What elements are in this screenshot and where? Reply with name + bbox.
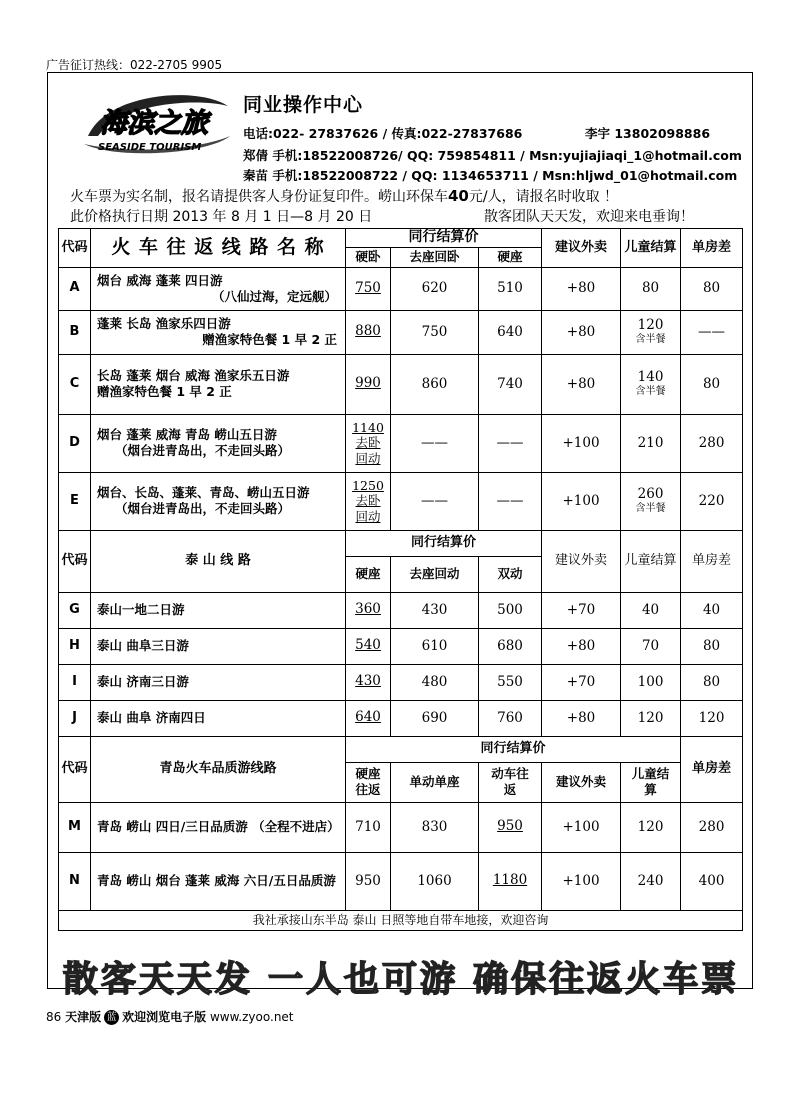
child-price: 70 [621, 628, 681, 664]
header-suggested-price: 建议外卖 [542, 762, 621, 802]
route-name: 泰山 曲阜三日游 [91, 628, 346, 664]
route-name [91, 310, 346, 354]
child-price-value: 260 [637, 486, 664, 503]
validity-period: 此价格执行日期 2013 年 8 月 1 日—8 月 20 日 [70, 209, 373, 225]
price-3-value: 950 [497, 818, 523, 835]
single-supplement: 40 [681, 592, 743, 628]
header-sub-3: 动车往返 [479, 762, 542, 802]
price-1: 710 [346, 802, 391, 852]
section3-header-row [59, 736, 743, 762]
ad-hotline: 广告征订热线：022-2705 9905 [46, 58, 223, 72]
route-note: 赠渔家特色餐 1 早 2 正 [202, 332, 337, 347]
contact-line-1: 郑倩 手机:18522008726/ QQ: 759854811 / Msn:yujiajiaqi_1@hotmail.com [243, 148, 742, 163]
price-3: —— [479, 414, 542, 472]
header-single-supplement: 单房差 [681, 229, 743, 268]
route-title: 烟台 蓬莱 威海 青岛 崂山五日游 [97, 427, 277, 443]
section1-header-row [59, 229, 743, 248]
header-route-name: 火 车 往 返 线 路 名 称 [91, 229, 346, 268]
header-suggested-price: 建议外卖 [542, 530, 621, 592]
route-title: 蓬莱 长岛 渔家乐四日游 [97, 316, 231, 332]
seaside-tourism-logo [78, 84, 236, 162]
section2-header-row [59, 530, 743, 556]
logo-en-text: SEASIDE TOURISM [98, 142, 202, 153]
price-3: 760 [479, 700, 542, 736]
price-2: 860 [391, 354, 479, 414]
route-note: 赠渔家特色餐 1 早 2 正 [97, 384, 232, 399]
price-1 [346, 310, 391, 354]
price-3 [479, 852, 542, 910]
table-row [59, 802, 743, 852]
table-footer-row [59, 910, 743, 930]
route-code: D [59, 414, 91, 472]
price-3: 500 [479, 592, 542, 628]
route-name: 青岛 崂山 四日/三日品质游 （全程不进店） [91, 802, 346, 852]
route-name: 青岛 崂山 烟台 蓬莱 威海 六日/五日品质游 [91, 852, 346, 910]
single-supplement: 280 [681, 414, 743, 472]
price-1-value: 640 [355, 709, 381, 726]
single-supplement: 80 [681, 664, 743, 700]
header-route-name: 青岛火车品质游线路 [91, 736, 346, 802]
price-1 [346, 664, 391, 700]
child-price: 80 [621, 267, 681, 310]
header-sub-1: 硬座 [346, 556, 391, 592]
price-1-return: 回动 [355, 450, 381, 466]
price-3: 510 [479, 267, 542, 310]
price-2: —— [391, 414, 479, 472]
suggested-price: +70 [542, 664, 621, 700]
child-price [621, 354, 681, 414]
route-code: J [59, 700, 91, 736]
price-2: 430 [391, 592, 479, 628]
price-2: 750 [391, 310, 479, 354]
suggested-price: +100 [542, 852, 621, 910]
badge-icon: 蓝 [104, 1010, 119, 1025]
notice-text-a: 火车票为实名制，报名请提供客人身份证复印件。崂山环保车 [70, 189, 448, 205]
page-footer [46, 1008, 294, 1025]
header-single-supplement: 单房差 [681, 736, 743, 802]
price-1-value: 1140 [352, 419, 384, 435]
single-supplement: 400 [681, 852, 743, 910]
child-price: 210 [621, 414, 681, 472]
child-price: 120 [621, 700, 681, 736]
header-code: 代码 [59, 229, 91, 268]
suggested-price: +80 [542, 310, 621, 354]
header-sub-1: 硬座往返 [346, 762, 391, 802]
price-2: 620 [391, 267, 479, 310]
footer-text: 欢迎浏览电子版 [122, 1010, 207, 1024]
header-sub-1: 硬卧 [346, 247, 391, 267]
single-supplement: —— [681, 310, 743, 354]
price-2: 830 [391, 802, 479, 852]
header-single-supplement: 单房差 [681, 530, 743, 592]
suggested-price: +80 [542, 267, 621, 310]
child-price-note: 含半餐 [635, 386, 666, 398]
child-price [621, 472, 681, 530]
price-1 [346, 354, 391, 414]
table-row [59, 310, 743, 354]
route-code: G [59, 592, 91, 628]
single-supplement: 120 [681, 700, 743, 736]
single-supplement: 220 [681, 472, 743, 530]
route-name [91, 354, 346, 414]
suggested-price: +100 [542, 472, 621, 530]
slogan-banner: 散客天天发 一人也可游 确保往返火车票 [62, 960, 740, 1000]
route-name: 泰山一地二日游 [91, 592, 346, 628]
price-3 [479, 802, 542, 852]
price-1-value: 430 [355, 673, 381, 690]
header-code: 代码 [59, 736, 91, 802]
price-3-value: 1180 [492, 872, 528, 889]
price-2: 480 [391, 664, 479, 700]
suggested-price: +80 [542, 700, 621, 736]
logo-cn-text: 海滨之旅 [100, 108, 208, 139]
header-child-price: 儿童结算 [621, 530, 681, 592]
price-1-value: 360 [355, 601, 381, 618]
suggested-price: +100 [542, 414, 621, 472]
notice-fee: 40 [448, 187, 469, 205]
route-name [91, 472, 346, 530]
table-row [59, 472, 743, 530]
table-row [59, 664, 743, 700]
route-name: 泰山 济南三日游 [91, 664, 346, 700]
price-1 [346, 472, 391, 530]
route-note: （烟台进青岛出，不走回头路） [115, 501, 291, 516]
route-code: B [59, 310, 91, 354]
route-name: 泰山 曲阜 济南四日 [91, 700, 346, 736]
price-1 [346, 628, 391, 664]
route-code: E [59, 472, 91, 530]
price-1-value: 1250 [352, 477, 384, 493]
route-code: N [59, 852, 91, 910]
price-3: 550 [479, 664, 542, 700]
table-row [59, 592, 743, 628]
daily-departure-note: 散客团队天天发，欢迎来电垂询！ [484, 209, 694, 225]
price-2: —— [391, 472, 479, 530]
notice-line-1 [70, 186, 618, 206]
header-settlement-price: 同行结算价 [346, 736, 681, 762]
header-child-price: 儿童结算 [621, 762, 681, 802]
header-suggested-price: 建议外卖 [542, 229, 621, 268]
price-1 [346, 592, 391, 628]
center-title: 同业操作中心 [243, 94, 364, 116]
price-1: 950 [346, 852, 391, 910]
suggested-price: +70 [542, 592, 621, 628]
route-note: （烟台进青岛出，不走回头路） [115, 443, 291, 458]
edition-label: 天津版 [65, 1010, 102, 1024]
price-3: 640 [479, 310, 542, 354]
route-title: 烟台 威海 蓬莱 四日游 [97, 272, 223, 288]
route-code: A [59, 267, 91, 310]
route-note: （八仙过海，定远舰） [211, 288, 337, 304]
header-settlement-price: 同行结算价 [346, 530, 542, 556]
child-price [621, 310, 681, 354]
price-1-return: 回动 [355, 508, 381, 524]
table-row [59, 267, 743, 310]
child-price: 120 [621, 802, 681, 852]
price-1 [346, 267, 391, 310]
header-child-price: 儿童结算 [621, 229, 681, 268]
price-3: —— [479, 472, 542, 530]
header-code: 代码 [59, 530, 91, 592]
route-code: C [59, 354, 91, 414]
child-price-value: 140 [637, 369, 664, 386]
table-row [59, 354, 743, 414]
route-code: M [59, 802, 91, 852]
price-2: 610 [391, 628, 479, 664]
contact-line-2: 秦苗 手机:18522008722 / QQ: 1134653711 / Msn:hljwd_01@hotmail.com [243, 168, 738, 183]
route-name [91, 267, 346, 310]
notice-text-b: 元/人，请报名时收取 ！ [468, 189, 619, 205]
price-1-value: 990 [355, 375, 381, 392]
price-2: 1060 [391, 852, 479, 910]
page-number: 86 [46, 1010, 62, 1024]
suggested-price: +80 [542, 628, 621, 664]
route-title: 烟台、长岛、蓬莱、青岛、崂山五日游 [97, 485, 310, 501]
price-3: 680 [479, 628, 542, 664]
suggested-price: +80 [542, 354, 621, 414]
child-price: 100 [621, 664, 681, 700]
table-footer-note: 我社承接山东半岛 泰山 日照等地自带车地接，欢迎咨询 [59, 910, 743, 930]
header-sub-2: 去座回卧 [391, 247, 479, 267]
price-1-go: 去卧 [355, 493, 381, 509]
route-code: H [59, 628, 91, 664]
header-sub-2: 单动单座 [391, 762, 479, 802]
header-settlement-price: 同行结算价 [346, 229, 542, 248]
single-supplement: 80 [681, 267, 743, 310]
single-supplement: 280 [681, 802, 743, 852]
child-price: 240 [621, 852, 681, 910]
table-row [59, 414, 743, 472]
price-1 [346, 700, 391, 736]
suggested-price: +100 [542, 802, 621, 852]
price-3: 740 [479, 354, 542, 414]
price-1-go: 去卧 [355, 435, 381, 451]
header-route-name: 泰 山 线 路 [91, 530, 346, 592]
website-url: www.zyoo.net [209, 1010, 294, 1024]
price-1-value: 880 [355, 323, 381, 340]
child-price: 40 [621, 592, 681, 628]
price-1-value: 750 [355, 279, 381, 296]
single-supplement: 80 [681, 354, 743, 414]
header-sub-2: 去座回动 [391, 556, 479, 592]
single-supplement: 80 [681, 628, 743, 664]
route-name [91, 414, 346, 472]
price-table [58, 228, 743, 931]
route-code: I [59, 664, 91, 700]
route-title: 长岛 蓬莱 烟台 威海 渔家乐五日游 [97, 368, 290, 384]
header-sub-3: 硬座 [479, 247, 542, 267]
price-1-value: 540 [355, 637, 381, 654]
phone-fax: 电话:022- 27837626 / 传真:022-27837686 [243, 126, 523, 141]
price-1 [346, 414, 391, 472]
child-price-note: 含半餐 [635, 334, 666, 346]
table-row [59, 700, 743, 736]
table-row [59, 852, 743, 910]
header-sub-3: 双动 [479, 556, 542, 592]
child-price-note: 含半餐 [635, 503, 666, 515]
contact-main: 李宇 13802098886 [585, 126, 711, 141]
table-row [59, 628, 743, 664]
price-2: 690 [391, 700, 479, 736]
child-price-value: 120 [637, 317, 664, 334]
